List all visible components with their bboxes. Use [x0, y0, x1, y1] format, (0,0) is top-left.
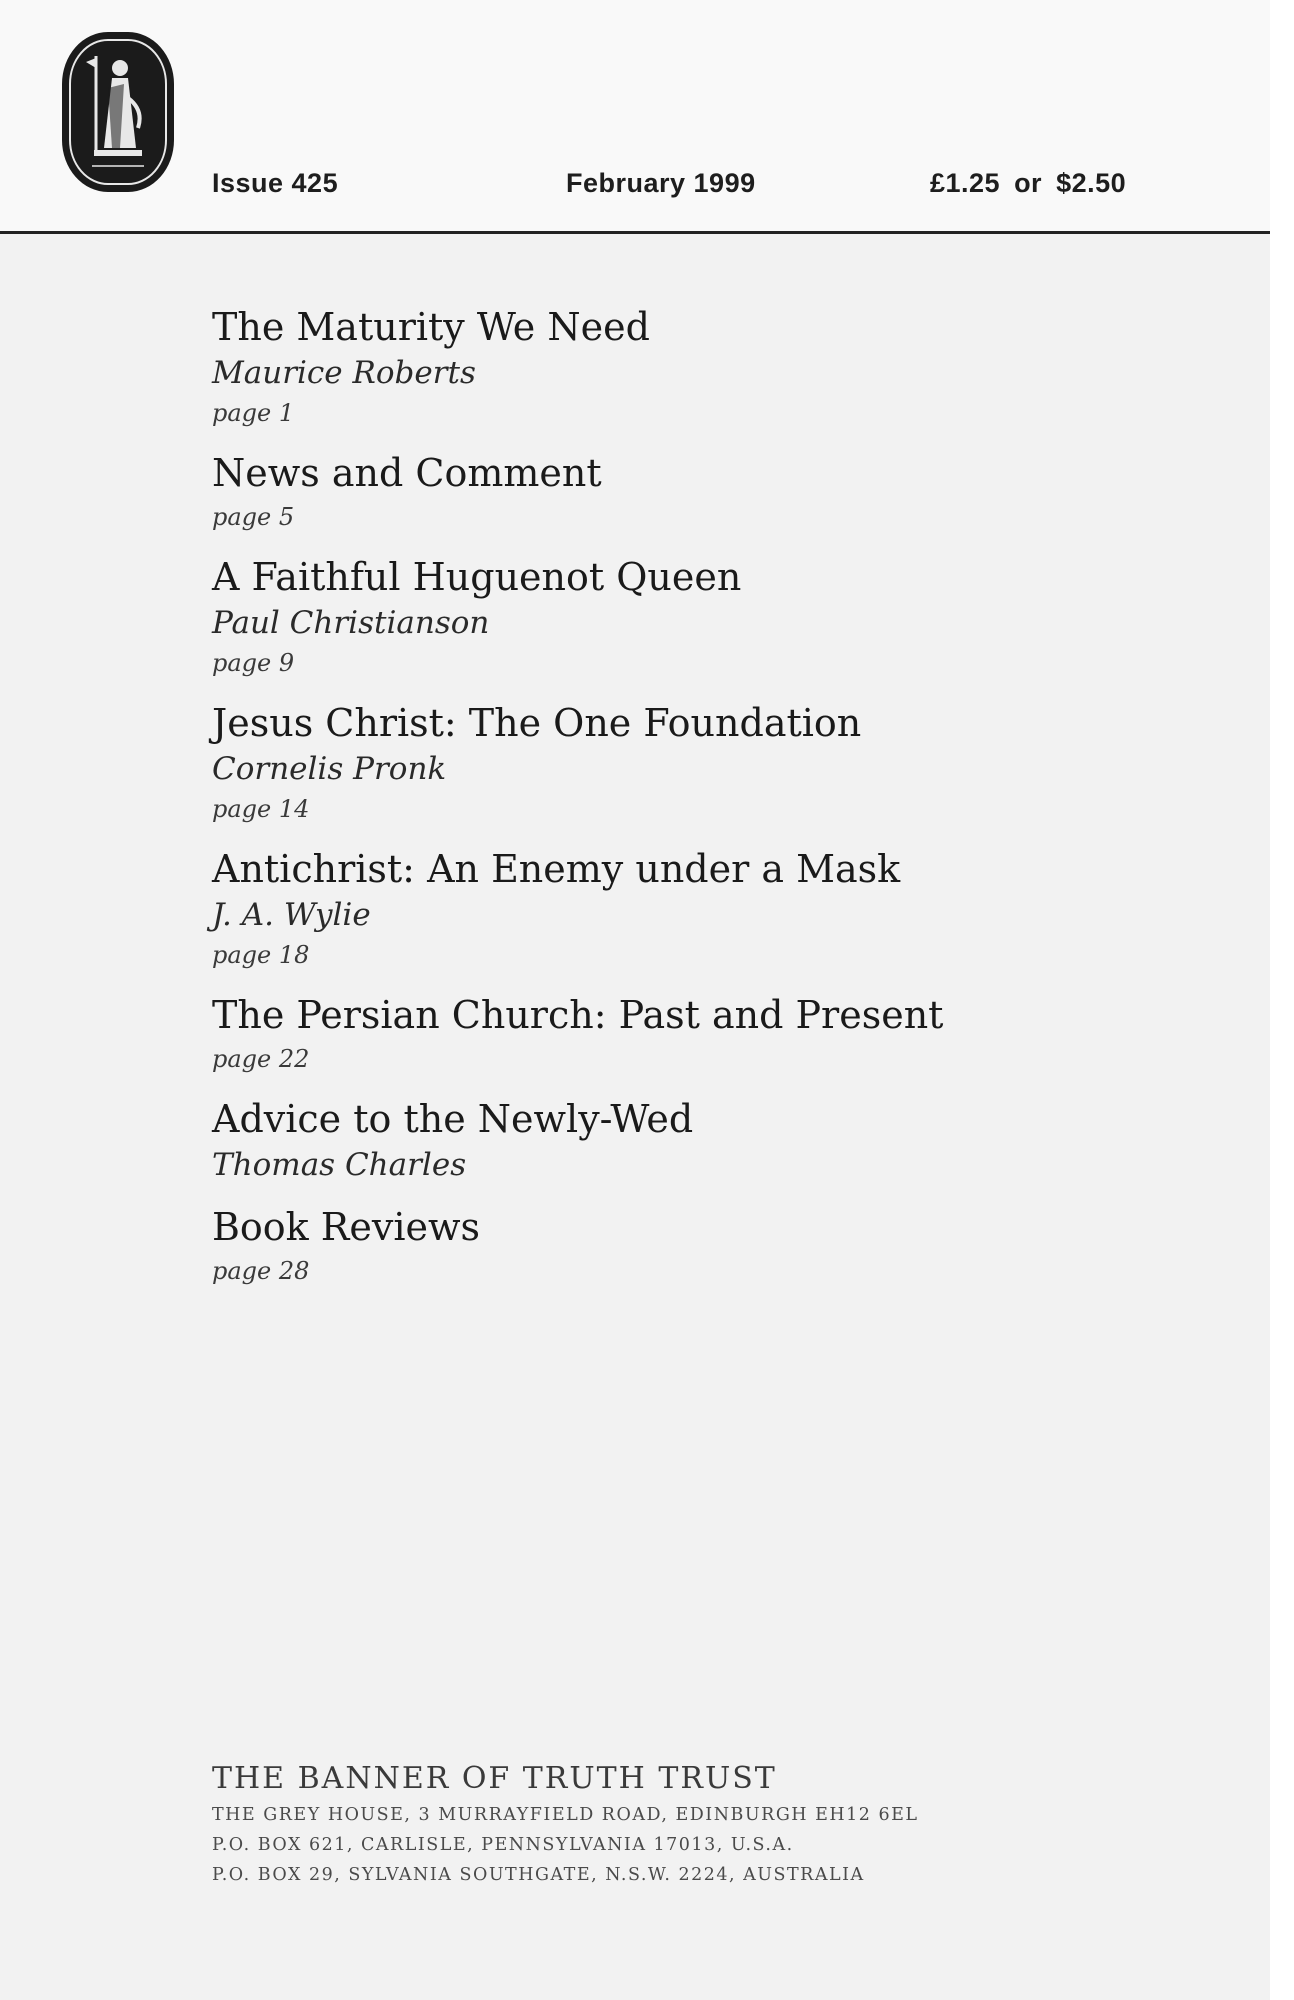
cover-price: £1.25 or $2.50	[930, 168, 1127, 198]
article-title: The Maturity We Need	[212, 305, 650, 349]
article-page: page 18	[212, 941, 310, 969]
article-author: Paul Christianson	[212, 605, 490, 641]
toc-entry	[212, 698, 1212, 828]
toc-entry	[212, 844, 1212, 974]
article-title: Jesus Christ: The One Foundation	[212, 701, 862, 745]
toc-entry	[212, 552, 1212, 682]
article-page: page 14	[212, 795, 310, 823]
table-of-contents	[212, 302, 1212, 1306]
toc-entry	[212, 1094, 1212, 1186]
article-author: Thomas Charles	[212, 1147, 467, 1183]
publisher-address-line: P.O. BOX 29, SYLVANIA SOUTHGATE, N.S.W. 2224, AUSTRALIA	[212, 1865, 865, 1885]
toc-entry	[212, 448, 1212, 536]
article-title: Antichrist: An Enemy under a Mask	[212, 847, 901, 891]
article-page: page 1	[212, 399, 295, 427]
issue-date: February 1999	[566, 168, 756, 198]
toc-entry	[212, 990, 1212, 1078]
banner-of-truth-logo-icon	[58, 28, 178, 196]
toc-entry	[212, 302, 1212, 432]
article-title: Book Reviews	[212, 1205, 481, 1249]
article-page: page 28	[212, 1257, 310, 1285]
article-title: News and Comment	[212, 451, 602, 495]
publisher-name: THE BANNER OF TRUTH TRUST	[212, 1761, 777, 1796]
article-author: Cornelis Pronk	[212, 751, 447, 787]
article-title: The Persian Church: Past and Present	[212, 993, 944, 1037]
article-page: page 9	[212, 649, 295, 677]
article-page: page 22	[212, 1045, 310, 1073]
issue-number: Issue 425	[212, 168, 339, 198]
publisher-address-line: P.O. BOX 621, CARLISLE, PENNSYLVANIA 17013, U.S.A.	[212, 1835, 794, 1855]
article-title: Advice to the Newly-Wed	[212, 1097, 694, 1141]
toc-entry	[212, 1202, 1212, 1290]
article-page: page 5	[212, 503, 295, 531]
article-title: A Faithful Huguenot Queen	[212, 555, 742, 599]
publisher-address-line: THE GREY HOUSE, 3 MURRAYFIELD ROAD, EDINBURGH EH12 6EL	[212, 1805, 919, 1825]
publisher-block	[212, 1758, 1252, 1890]
article-author: J. A. Wylie	[212, 897, 371, 933]
cover-header	[0, 0, 1270, 234]
article-author: Maurice Roberts	[212, 355, 476, 391]
